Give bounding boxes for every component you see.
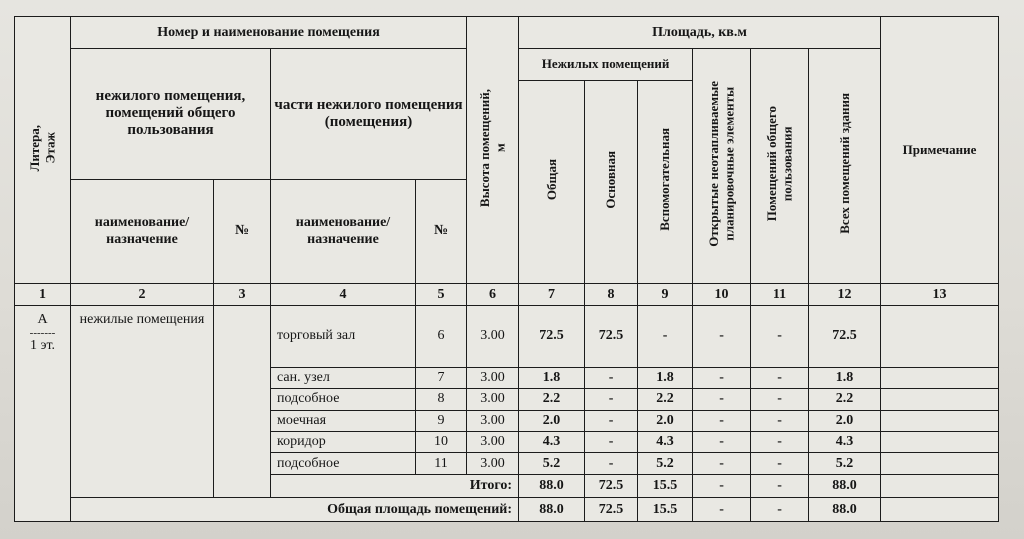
litera-value: А bbox=[37, 311, 48, 327]
room-no: 9 bbox=[416, 410, 467, 431]
room-note bbox=[881, 410, 999, 431]
room-note bbox=[881, 432, 999, 453]
room-note bbox=[881, 453, 999, 474]
subtotal-main: 72.5 bbox=[585, 474, 638, 498]
room-open: - bbox=[693, 367, 751, 388]
header-litera-floor-text: Литера, Этаж bbox=[26, 124, 58, 171]
column-number: 3 bbox=[214, 284, 271, 305]
header-open-unheated bbox=[693, 49, 751, 284]
room-no: 8 bbox=[416, 389, 467, 410]
header-litera-floor bbox=[15, 17, 71, 284]
room-aux: - bbox=[638, 305, 693, 367]
column-number: 12 bbox=[809, 284, 881, 305]
room-common: - bbox=[751, 367, 809, 388]
room-note bbox=[881, 367, 999, 388]
room-height: 3.00 bbox=[467, 453, 519, 474]
grand-total-note bbox=[881, 498, 999, 522]
header-row-1 bbox=[15, 17, 999, 49]
header-height bbox=[467, 17, 519, 284]
room-common: - bbox=[751, 453, 809, 474]
litera-dashes: ------- bbox=[29, 326, 56, 339]
room-open: - bbox=[693, 453, 751, 474]
room-name: коридор bbox=[271, 432, 416, 453]
room-note bbox=[881, 389, 999, 410]
room-open: - bbox=[693, 389, 751, 410]
column-number: 2 bbox=[71, 284, 214, 305]
header-main bbox=[585, 81, 638, 284]
header-nonres-rooms: Нежилых помещений bbox=[519, 49, 693, 81]
room-main: - bbox=[585, 367, 638, 388]
group-premise-no bbox=[214, 305, 271, 498]
grand-total-label: Общая площадь помещений: bbox=[71, 498, 519, 522]
grand-total-common: - bbox=[751, 498, 809, 522]
room-aux: 2.0 bbox=[638, 410, 693, 431]
room-no: 11 bbox=[416, 453, 467, 474]
room-total: 2.0 bbox=[519, 410, 585, 431]
room-total: 1.8 bbox=[519, 367, 585, 388]
room-total: 2.2 bbox=[519, 389, 585, 410]
header-note: Примечание bbox=[881, 17, 999, 284]
floor-value: 1 эт. bbox=[29, 337, 56, 353]
room-name: моечная bbox=[271, 410, 416, 431]
room-name: подсобное bbox=[271, 389, 416, 410]
room-main: - bbox=[585, 453, 638, 474]
header-name-purpose-2: наименование/ назначение bbox=[271, 179, 416, 284]
room-main: 72.5 bbox=[585, 305, 638, 367]
header-total bbox=[519, 81, 585, 284]
table-row bbox=[15, 305, 999, 367]
room-no: 7 bbox=[416, 367, 467, 388]
header-all-rooms-text: Всех помещений здания bbox=[836, 93, 852, 235]
room-main: - bbox=[585, 432, 638, 453]
column-numbers-row bbox=[15, 284, 999, 305]
room-note bbox=[881, 305, 999, 367]
column-number: 8 bbox=[585, 284, 638, 305]
header-all-rooms bbox=[809, 49, 881, 284]
room-height: 3.00 bbox=[467, 367, 519, 388]
room-no: 6 bbox=[416, 305, 467, 367]
header-auxiliary-text: Вспомогательная bbox=[657, 128, 673, 232]
group-litera-floor bbox=[15, 305, 71, 521]
header-auxiliary bbox=[638, 81, 693, 284]
grand-total-total: 88.0 bbox=[519, 498, 585, 522]
room-aux: 4.3 bbox=[638, 432, 693, 453]
column-number: 1 bbox=[15, 284, 71, 305]
room-no: 10 bbox=[416, 432, 467, 453]
room-main: - bbox=[585, 389, 638, 410]
subtotal-note bbox=[881, 474, 999, 498]
grand-total-all: 88.0 bbox=[809, 498, 881, 522]
group-premise-name: нежилые помещения bbox=[71, 305, 214, 498]
room-name: сан. узел bbox=[271, 367, 416, 388]
room-aux: 5.2 bbox=[638, 453, 693, 474]
room-aux: 1.8 bbox=[638, 367, 693, 388]
room-all: 2.0 bbox=[809, 410, 881, 431]
room-total: 5.2 bbox=[519, 453, 585, 474]
column-number: 7 bbox=[519, 284, 585, 305]
column-number: 10 bbox=[693, 284, 751, 305]
header-main-text: Основная bbox=[603, 150, 619, 209]
subtotal-all: 88.0 bbox=[809, 474, 881, 498]
header-total-text: Общая bbox=[543, 159, 559, 201]
room-total: 4.3 bbox=[519, 432, 585, 453]
subtotal-aux: 15.5 bbox=[638, 474, 693, 498]
grand-total-main: 72.5 bbox=[585, 498, 638, 522]
column-number: 6 bbox=[467, 284, 519, 305]
room-height: 3.00 bbox=[467, 432, 519, 453]
room-main: - bbox=[585, 410, 638, 431]
header-room-number-name: Номер и наименование помещения bbox=[71, 17, 467, 49]
room-all: 5.2 bbox=[809, 453, 881, 474]
room-all: 2.2 bbox=[809, 389, 881, 410]
room-height: 3.00 bbox=[467, 389, 519, 410]
grand-total-open: - bbox=[693, 498, 751, 522]
grand-total-aux: 15.5 bbox=[638, 498, 693, 522]
room-all: 4.3 bbox=[809, 432, 881, 453]
column-number: 9 bbox=[638, 284, 693, 305]
room-name: торговый зал bbox=[271, 305, 416, 367]
room-common: - bbox=[751, 432, 809, 453]
room-common: - bbox=[751, 305, 809, 367]
room-aux: 2.2 bbox=[638, 389, 693, 410]
subtotal-common: - bbox=[751, 474, 809, 498]
header-open-unheated-text: Открытые неотапливаемые планировочные элементы bbox=[705, 80, 737, 247]
subtotal-label: Итого: bbox=[271, 474, 519, 498]
room-height: 3.00 bbox=[467, 410, 519, 431]
header-part-premise: части нежилого помещения (помещения) bbox=[271, 49, 467, 180]
column-number: 4 bbox=[271, 284, 416, 305]
column-number: 13 bbox=[881, 284, 999, 305]
column-number: 5 bbox=[416, 284, 467, 305]
room-open: - bbox=[693, 305, 751, 367]
header-height-text: Высота помещений, м bbox=[476, 88, 508, 207]
header-nonres-premise: нежилого помещения, помещений общего пользования bbox=[71, 49, 271, 180]
header-no-2: № bbox=[416, 179, 467, 284]
column-number: 11 bbox=[751, 284, 809, 305]
explication-table bbox=[14, 16, 999, 522]
room-name: подсобное bbox=[271, 453, 416, 474]
header-name-purpose-1: наименование/ назначение bbox=[71, 179, 214, 284]
room-common: - bbox=[751, 410, 809, 431]
room-all: 72.5 bbox=[809, 305, 881, 367]
room-common: - bbox=[751, 389, 809, 410]
subtotal-open: - bbox=[693, 474, 751, 498]
room-height: 3.00 bbox=[467, 305, 519, 367]
header-no-1: № bbox=[214, 179, 271, 284]
subtotal-total: 88.0 bbox=[519, 474, 585, 498]
room-all: 1.8 bbox=[809, 367, 881, 388]
header-area: Площадь, кв.м bbox=[519, 17, 881, 49]
header-common-rooms bbox=[751, 49, 809, 284]
header-common-rooms-text: Помещений общего пользования bbox=[763, 106, 795, 222]
grand-total-row bbox=[15, 498, 999, 522]
room-open: - bbox=[693, 432, 751, 453]
room-open: - bbox=[693, 410, 751, 431]
room-total: 72.5 bbox=[519, 305, 585, 367]
